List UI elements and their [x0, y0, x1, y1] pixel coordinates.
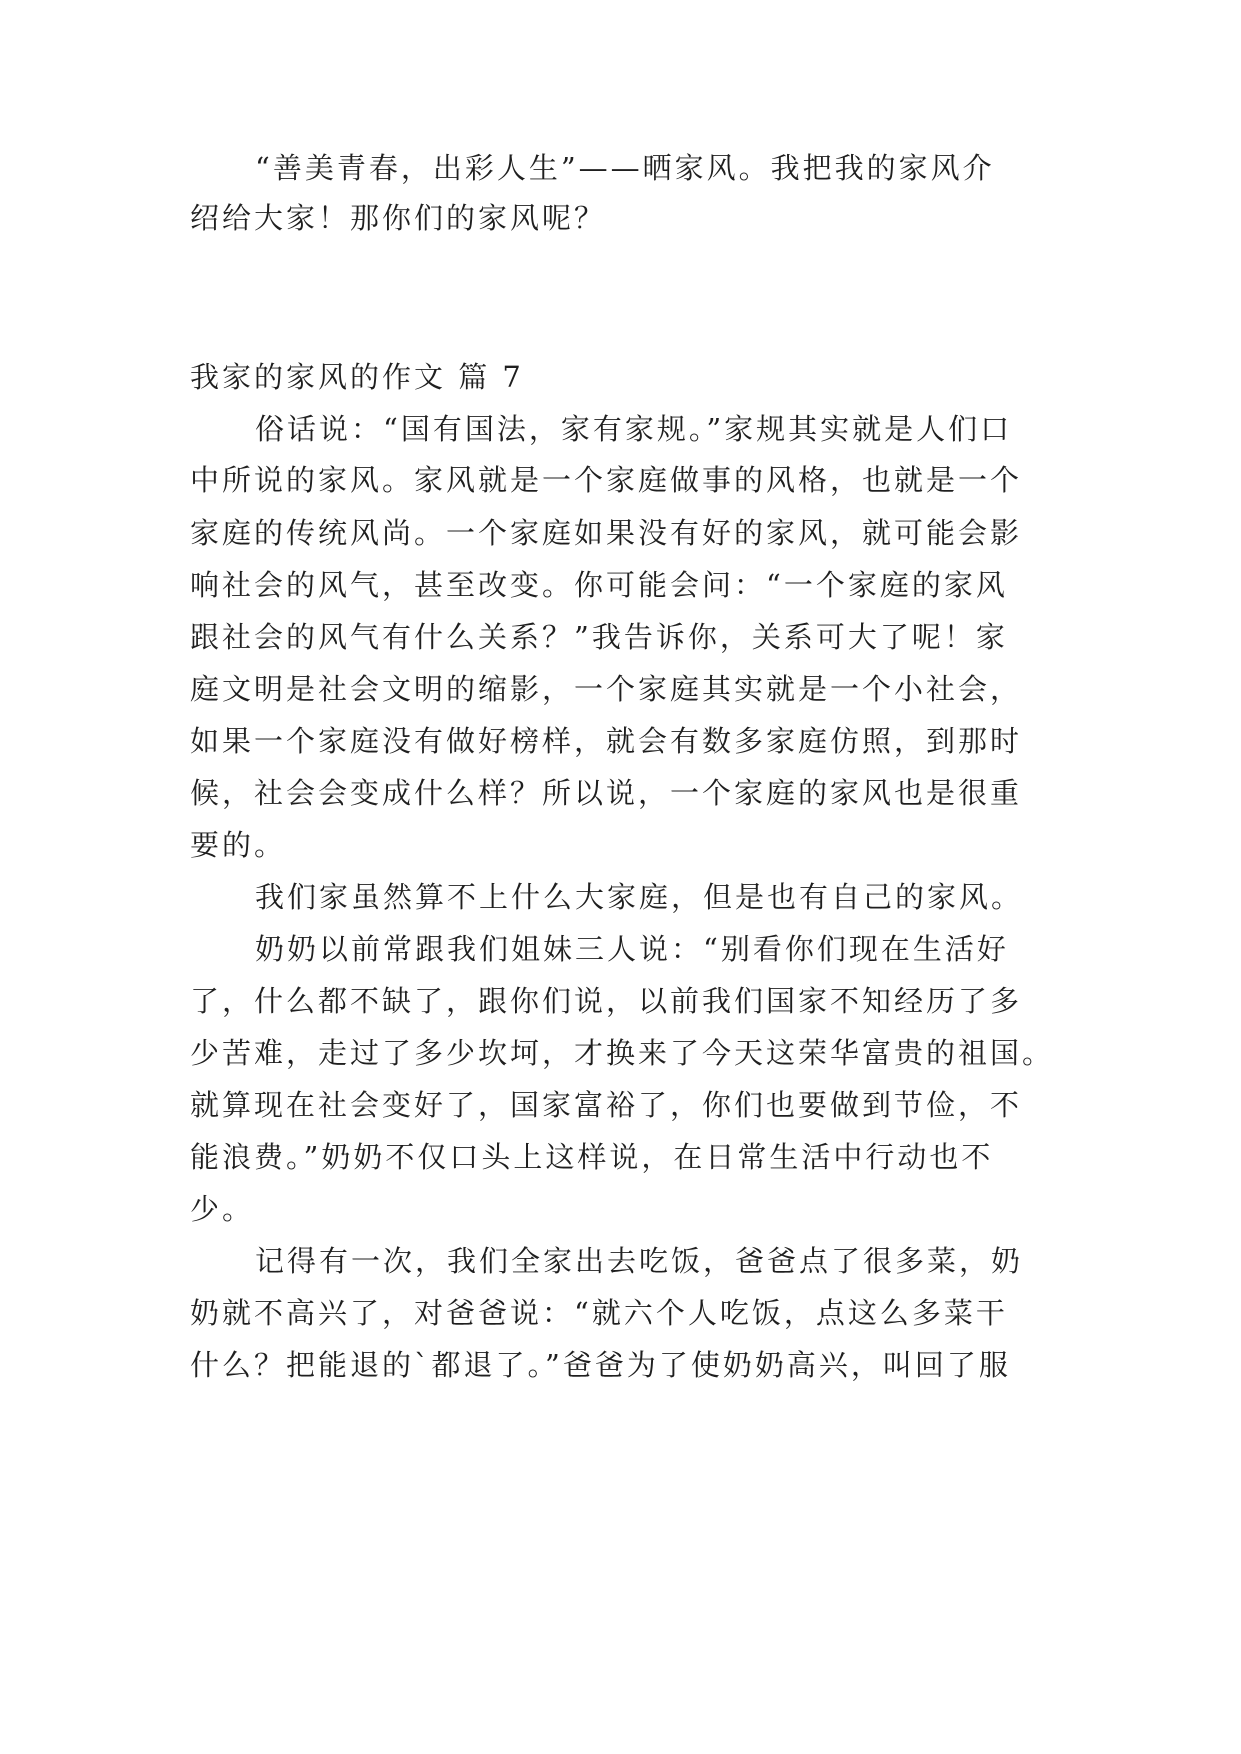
p3-line-3: 少苦难，走过了多少坎坷，才换来了今天这荣华富贵的祖国。: [190, 1036, 1055, 1070]
p3-line-5: 能浪费。”奶奶不仅口头上这样说，在日常生活中行动也不: [190, 1140, 994, 1174]
p1-line-5: 跟社会的风气有什么关系？”我告诉你，关系可大了呢！家: [190, 620, 1008, 654]
p4-line-2: 奶就不高兴了，对爸爸说：“就六个人吃饭，点这么多菜干: [190, 1296, 1008, 1330]
intro-line-2: 绍给大家！那你们的家风呢？: [190, 201, 607, 235]
p4-line-1: 记得有一次，我们全家出去吃饭，爸爸点了很多菜，奶: [255, 1244, 1024, 1278]
p2-line-1: 我们家虽然算不上什么大家庭，但是也有自己的家风。: [255, 880, 1024, 914]
p1-line-8: 候，社会会变成什么样？所以说，一个家庭的家风也是很重: [190, 776, 1023, 810]
p3-line-4: 就算现在社会变好了，国家富裕了，你们也要做到节俭，不: [190, 1088, 1023, 1122]
p3-line-2: 了，什么都不缺了，跟你们说，以前我们国家不知经历了多: [190, 984, 1023, 1018]
p1-line-7: 如果一个家庭没有做好榜样，就会有数多家庭仿照，到那时: [190, 724, 1023, 758]
p4-line-3: 什么？把能退的`都退了。”爸爸为了使奶奶高兴，叫回了服: [190, 1348, 1011, 1382]
p3-line-1: 奶奶以前常跟我们姐妹三人说：“别看你们现在生活好: [255, 932, 1009, 966]
p1-line-2: 中所说的家风。家风就是一个家庭做事的风格，也就是一个: [190, 463, 1023, 497]
p1-line-4: 响社会的风气，甚至改变。你可能会问：“一个家庭的家风: [190, 568, 1008, 602]
p1-line-3: 家庭的传统风尚。一个家庭如果没有好的家风，就可能会影: [190, 516, 1023, 550]
p3-line-6: 少。: [190, 1192, 255, 1226]
p1-line-1: 俗话说：“国有国法，家有家规。”家规其实就是人们口: [255, 412, 1013, 446]
p1-line-9: 要的。: [190, 828, 287, 862]
intro-line-1: “善美青春，出彩人生”——晒家风。我把我的家风介: [255, 151, 995, 185]
p1-line-6: 庭文明是社会文明的缩影，一个家庭其实就是一个小社会，: [190, 672, 1023, 706]
section-title: 我家的家风的作文 篇 7: [190, 360, 524, 394]
